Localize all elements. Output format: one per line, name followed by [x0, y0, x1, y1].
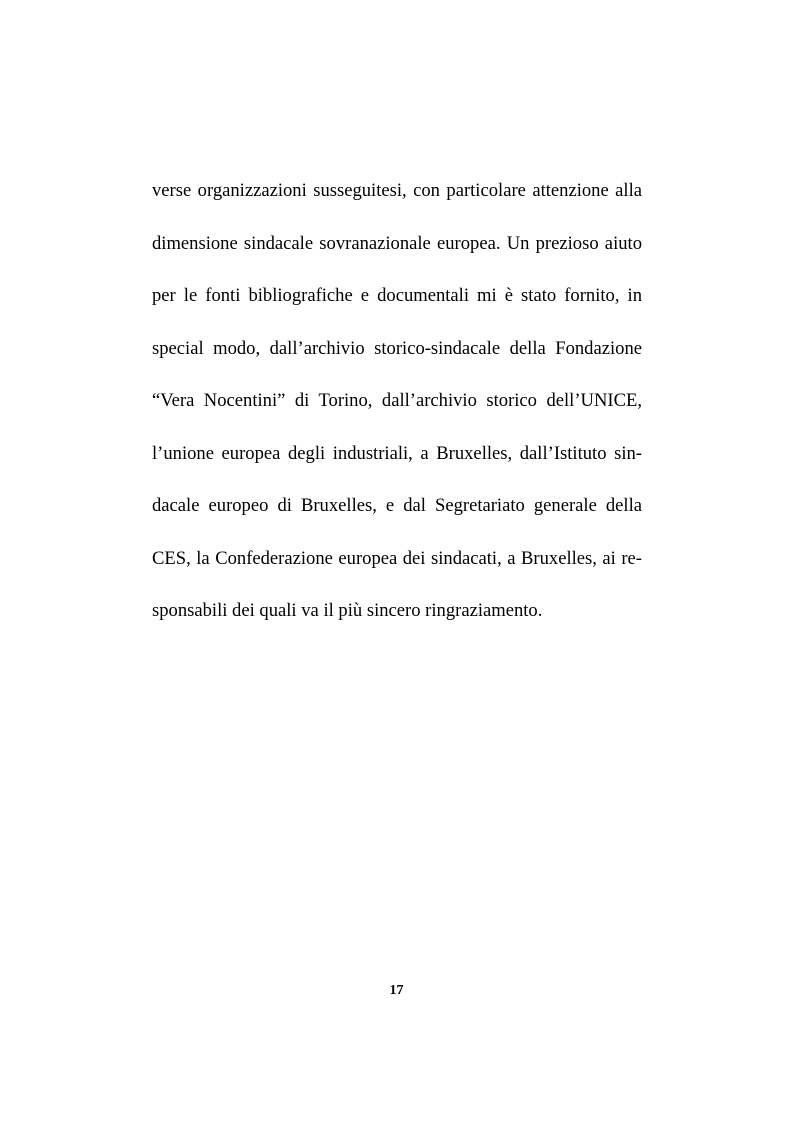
- body-paragraph: [152, 178, 642, 651]
- paragraph-line-5: “Vera Nocentini” di Torino, dall’archivio storico dell’UNICE,: [152, 390, 642, 411]
- paragraph-line-2: dimensione sindacale sovranazionale europea. Un prezioso aiuto: [152, 232, 642, 254]
- paragraph-line-3: per le fonti bibliografiche e documentali mi è stato fornito, in: [152, 285, 642, 306]
- paragraph-line-4: special modo, dall’archivio storico-sindacale della Fondazione: [152, 337, 642, 359]
- page-number: 17: [389, 983, 404, 998]
- paragraph-line-7: dacale europeo di Bruxelles, e dal Segretariato generale della: [152, 495, 642, 516]
- paragraph-line-9: sponsabili dei quali va il più sincero ringraziamento.: [152, 600, 543, 621]
- paragraph-line-1: verse organizzazioni susseguitesi, con particolare attenzione alla: [152, 180, 642, 201]
- paragraph-line-8: CES, la Confederazione europea dei sindacati, a Bruxelles, ai re-: [152, 547, 642, 569]
- paragraph-line-6: l’unione europea degli industriali, a Bruxelles, dall’Istituto sin-: [152, 442, 642, 464]
